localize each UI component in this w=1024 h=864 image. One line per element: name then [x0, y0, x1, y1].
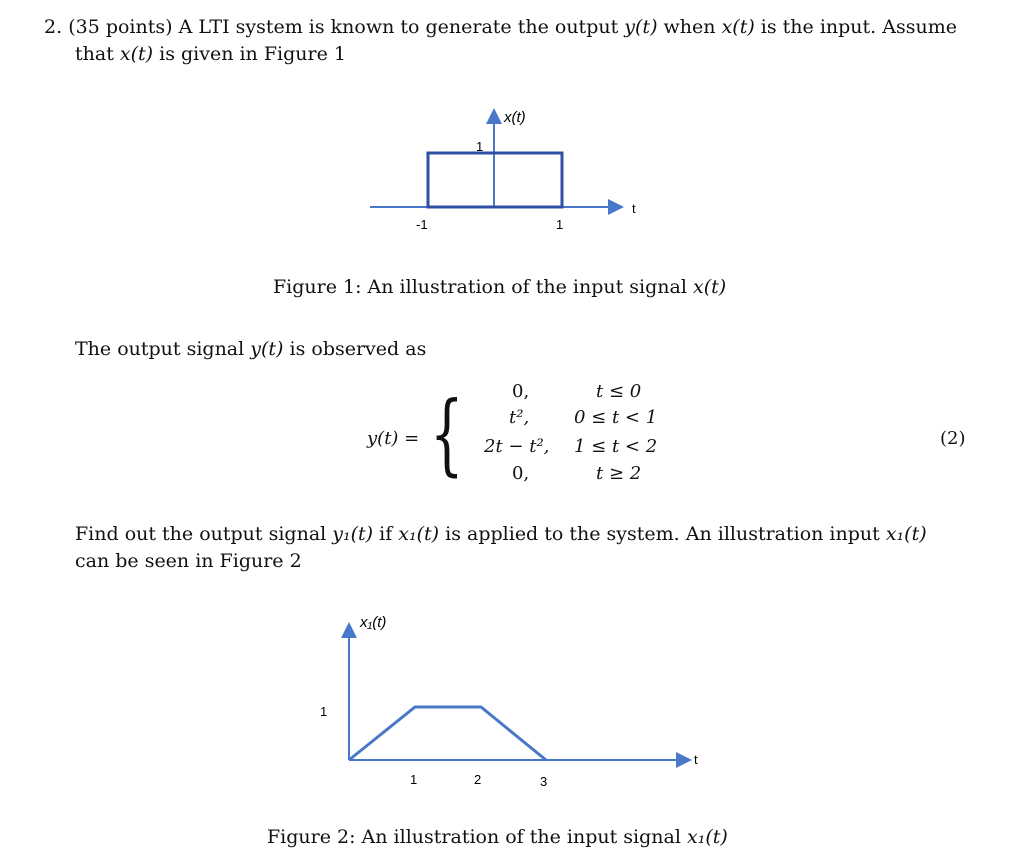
figure2-tick-2: 2: [474, 772, 482, 787]
figure1-caption: Figure 1: An illustration of the input signal x(t): [273, 276, 727, 298]
problem-points: (35 points): [68, 16, 173, 38]
output-intro: The output signal y(t) is observed as: [75, 338, 427, 360]
equation-number: (2): [940, 428, 966, 449]
equation-case-2-cond: 1 ≤ t < 2: [574, 436, 658, 457]
figure2-caption: Figure 2: An illustration of the input signal x₁(t): [267, 826, 728, 848]
figure2-y-axis-label: x₁(t): [360, 614, 387, 631]
figure2-tick-3: 3: [540, 774, 548, 789]
figure1-height-label: 1: [476, 139, 484, 154]
figure-1: [0, 0, 1024, 280]
question-text: Find out the output signal y₁(t) if x₁(t) is applied to the system. An illustration input x₁(t): [75, 523, 927, 545]
equation-case-0-cond: t ≤ 0: [596, 381, 642, 402]
problem-number: 2.: [44, 16, 63, 38]
figure2-x-axis-label: t: [694, 752, 698, 767]
equation-case-2-expr: 2t − t²,: [484, 436, 550, 457]
figure2-height-label: 1: [320, 704, 328, 719]
problem-statement-line2: that x(t) is given in Figure 1: [75, 43, 346, 65]
equation-lhs: y(t) =: [367, 428, 420, 449]
figure1-tick-neg: -1: [416, 217, 428, 232]
figure-2: [0, 600, 1024, 810]
figure1-x-axis-label: t: [632, 201, 636, 216]
equation-case-1-cond: 0 ≤ t < 1: [574, 407, 658, 428]
equation-brace: {: [430, 382, 464, 485]
equation-case-3-cond: t ≥ 2: [596, 463, 642, 484]
equation-case-3-expr: 0,: [512, 463, 530, 484]
figure1-y-axis-label: x(t): [504, 109, 526, 126]
equation-case-1-expr: t²,: [509, 407, 530, 428]
equation-case-0-expr: 0,: [512, 381, 530, 402]
question-text-line2: can be seen in Figure 2: [75, 550, 302, 572]
figure1-tick-pos: 1: [556, 217, 564, 232]
figure2-tick-1: 1: [410, 772, 418, 787]
figure2-trapezoid-signal: [349, 707, 546, 760]
problem-statement: 2. (35 points) A LTI system is known to generate the output y(t) when x(t) is the input. Assume: [44, 16, 957, 38]
